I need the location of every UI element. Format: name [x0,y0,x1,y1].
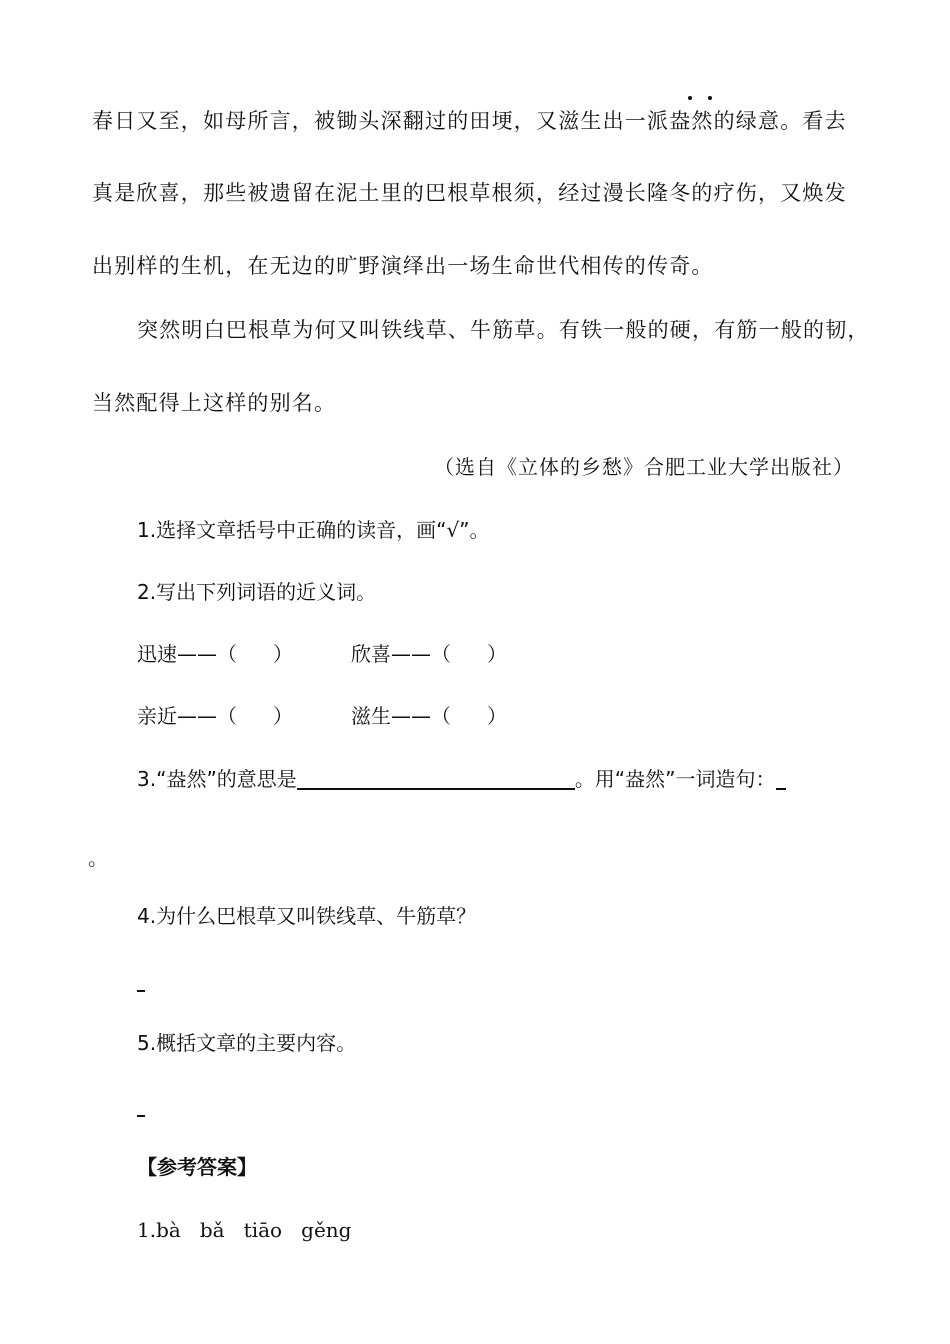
passage-line-4: 突然明白巴根草为何又叫铁线草、牛筋草。有铁一般的硬，有筋一般的韧， [137,318,870,342]
synonym-close: ） [487,704,507,728]
question-1: 1.选择文章括号中正确的读音，画“√”。 [137,518,490,542]
emphasis-dots [688,96,728,104]
question-3-prefix: 3.“盎然”的意思是 [137,767,297,791]
passage-line-5: 当然配得上这样的别名。 [92,391,337,415]
question-3 [137,764,786,794]
emphasis-dot [688,96,692,100]
answer-line-5[interactable] [137,1115,145,1117]
question-2: 2.写出下列词语的近义词。 [137,580,377,604]
question-3-mid: 。用“盎然”一词造句： [574,767,776,791]
answer-line-4[interactable] [137,990,145,992]
synonym-item: 滋生——（ [351,704,451,728]
answer-1: 1.bà bǎ tiāo gěng [137,1218,352,1242]
synonym-close: ） [273,642,293,666]
synonym-item: 亲近——（ [137,704,237,728]
synonym-row-1 [137,639,507,669]
passage-line-2: 真是欣喜，那些被遗留在泥土里的巴根草根须，经过漫长隆冬的疗伤，又焕发 [92,181,847,205]
answers-heading: 【参考答案】 [137,1155,257,1179]
question-3-end: 。 [88,846,108,870]
synonym-item: 欣喜——（ [351,642,451,666]
synonym-row-2 [137,701,507,731]
passage-source: （选自《立体的乡愁》合肥工业大学出版社） [434,455,854,479]
synonym-close: ） [487,642,507,666]
answer-blank[interactable] [297,766,575,790]
question-4: 4.为什么巴根草又叫铁线草、牛筋草？ [137,904,477,928]
synonym-item: 迅速——（ [137,642,237,666]
passage-line-3: 出别样的生机，在无边的旷野演绎出一场生命世代相传的传奇。 [92,254,714,278]
passage-line-1: 春日又至，如母所言，被锄头深翻过的田埂，又滋生出一派盎然的绿意。看去 [92,109,847,133]
emphasis-dot [708,96,712,100]
synonym-close: ） [273,704,293,728]
question-5: 5.概括文章的主要内容。 [137,1031,357,1055]
answer-blank-short[interactable] [776,766,786,790]
